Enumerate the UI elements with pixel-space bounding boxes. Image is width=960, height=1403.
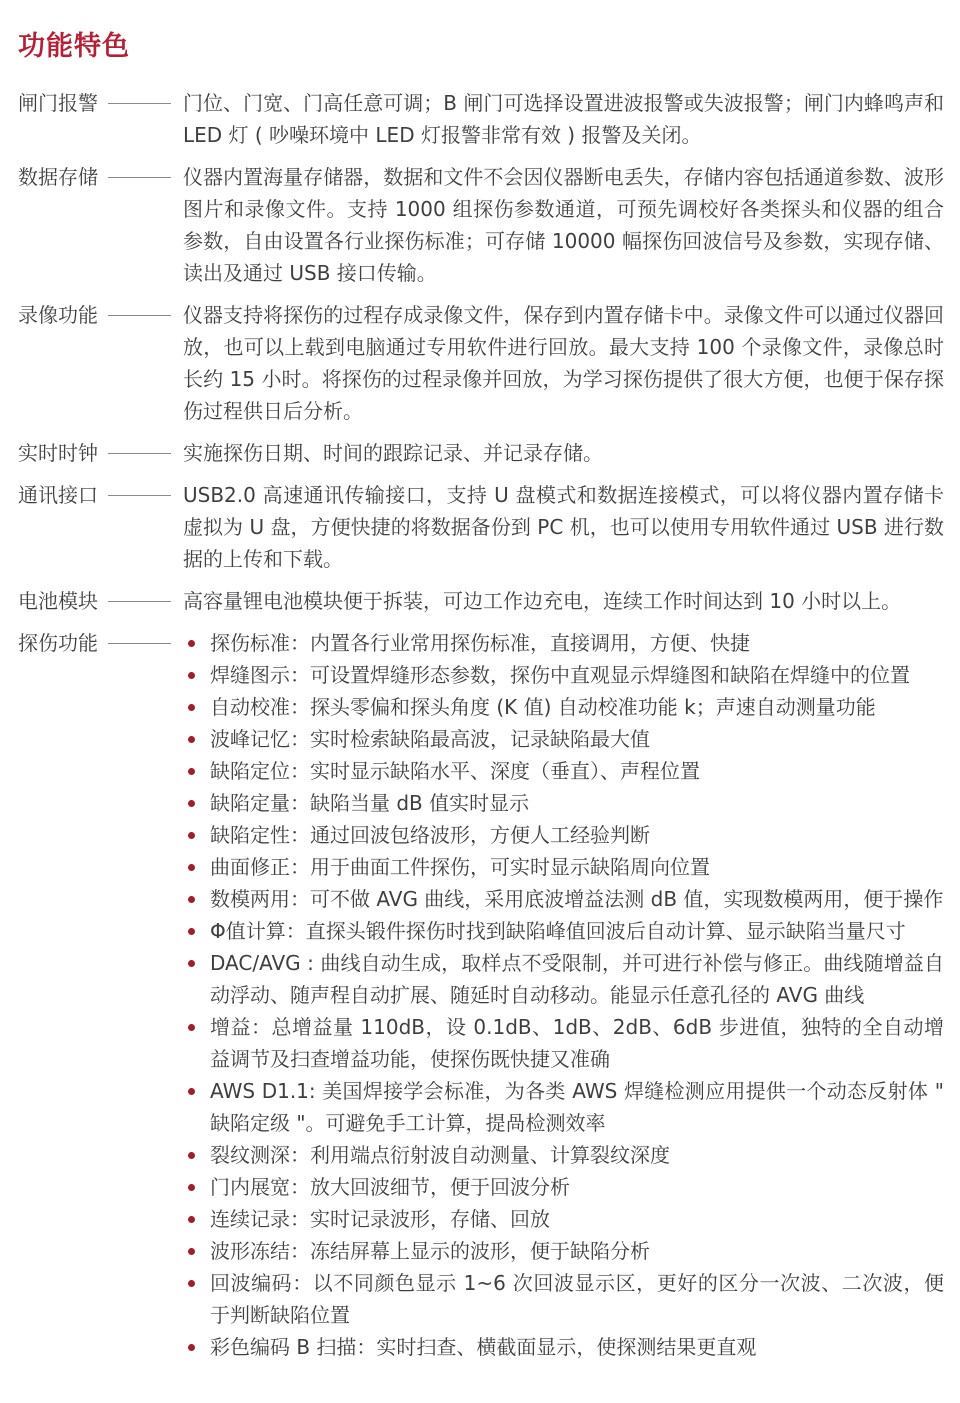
bullet-icon bbox=[188, 1280, 195, 1287]
section-label: 数据存储 bbox=[18, 165, 98, 189]
feature-section bbox=[18, 437, 944, 469]
bullet-icon bbox=[188, 832, 195, 839]
features-list bbox=[18, 87, 944, 1363]
bullet-item bbox=[183, 1139, 944, 1171]
section-dash-line bbox=[108, 103, 171, 104]
bullet-text: 缺陷定性：通过回波包络波形，方便人工经验判断 bbox=[210, 823, 650, 847]
section-dash-line bbox=[108, 495, 171, 496]
section-text: 仪器支持将探伤的过程存成录像文件，保存到内置存储卡中。录像文件可以通过仪器回放，也可以上载到电脑通过专用软件进行回放。最大支持 100 个录像文件，录像总时长约 15 小时。将探伤的过程录像并回放，为学习探伤提供了很大方便，也便于保存探伤过程供日后分析。 bbox=[183, 303, 944, 423]
section-dash-line bbox=[108, 177, 171, 178]
bullet-item bbox=[183, 755, 944, 787]
bullet-text: 探伤标准：内置各行业常用探伤标准，直接调用，方便、快捷 bbox=[210, 631, 750, 655]
bullet-text: 彩色编码 B 扫描：实时扫查、横截面显示，使探测结果更直观 bbox=[210, 1335, 757, 1359]
bullet-icon bbox=[188, 704, 195, 711]
section-label: 通讯接口 bbox=[18, 483, 98, 507]
bullet-text: 缺陷定位：实时显示缺陷水平、深度（垂直）、声程位置 bbox=[210, 759, 700, 783]
bullet-icon bbox=[188, 640, 195, 647]
section-content bbox=[183, 87, 944, 151]
bullet-icon bbox=[188, 768, 195, 775]
section-text: 实施探伤日期、时间的跟踪记录、并记录存储。 bbox=[183, 441, 603, 465]
bullet-text: 波峰记忆：实时检索缺陷最高波，记录缺陷最大值 bbox=[210, 727, 650, 751]
bullet-text: 回波编码：以不同颜色显示 1~6 次回波显示区，更好的区分一次波、二次波，便于判断缺陷位置 bbox=[210, 1271, 944, 1327]
section-text: 高容量锂电池模块便于拆装，可边工作边充电，连续工作时间达到 10 小时以上。 bbox=[183, 589, 902, 613]
bullet-icon bbox=[188, 1152, 195, 1159]
bullet-text: 焊缝图示：可设置焊缝形态参数，探伤中直观显示焊缝图和缺陷在焊缝中的位置 bbox=[210, 663, 910, 687]
bullet-item bbox=[183, 627, 944, 659]
section-text: 门位、门宽、门高任意可调；B 闸门可选择设置进波报警或失波报警；闸门内蜂鸣声和 LED 灯 ( 吵噪环境中 LED 灯报警非常有效 ) 报警及关闭。 bbox=[183, 91, 944, 147]
bullet-icon bbox=[188, 736, 195, 743]
bullet-item bbox=[183, 883, 944, 915]
bullet-item bbox=[183, 691, 944, 723]
bullet-item bbox=[183, 851, 944, 883]
bullet-text: 连续记录：实时记录波形，存储、回放 bbox=[210, 1207, 550, 1231]
section-dash-line bbox=[108, 601, 171, 602]
section-label: 闸门报警 bbox=[18, 91, 98, 115]
page-title: 功能特色 bbox=[18, 31, 130, 62]
section-text: 仪器内置海量存储器，数据和文件不会因仪器断电丢失，存储内容包括通道参数、波形图片和录像文件。支持 1000 组探伤参数通道，可预先调校好各类探头和仪器的组合参数，自由设置各行业探伤标准；可存储 10000 幅探伤回波信号及参数，实现存储、读出及通过 USB 接口传输。 bbox=[183, 165, 944, 285]
section-dash-line bbox=[108, 453, 171, 454]
bullet-item bbox=[183, 947, 944, 1011]
bullet-text: 缺陷定量：缺陷当量 dB 值实时显示 bbox=[210, 791, 530, 815]
bullet-item bbox=[183, 915, 944, 947]
bullet-text: AWS D1.1: 美国焊接学会标准，为各类 AWS 焊缝检测应用提供一个动态反射体 " 缺陷定级 "。可避免手工计算，提咼检测效率 bbox=[210, 1079, 944, 1135]
bullet-icon bbox=[188, 864, 195, 871]
feature-section bbox=[18, 585, 944, 617]
section-dash-line bbox=[108, 643, 171, 644]
bullet-text: DAC/AVG : 曲线自动生成，取样点不受限制，并可进行补偿与修正。曲线随增益自动浮动、随声程自动扩展、随延时自动移动。能显示任意孔径的 AVG 曲线 bbox=[210, 951, 944, 1007]
bullet-icon bbox=[188, 1088, 195, 1095]
bullet-icon bbox=[188, 928, 195, 935]
bullet-text: 波形冻结：冻结屏幕上显示的波形，便于缺陷分析 bbox=[210, 1239, 650, 1263]
section-label: 探伤功能 bbox=[18, 631, 98, 655]
section-content bbox=[183, 479, 944, 575]
section-content bbox=[183, 627, 944, 1363]
section-text: USB2.0 高速通讯传输接口，支持 U 盘模式和数据连接模式，可以将仪器内置存储卡虚拟为 U 盘，方便快捷的将数据备份到 PC 机，也可以使用专用软件通过 USB 进行数据的上传和下载。 bbox=[183, 483, 944, 571]
bullet-icon bbox=[188, 1184, 195, 1191]
bullet-item bbox=[183, 1331, 944, 1363]
bullet-item bbox=[183, 1235, 944, 1267]
bullet-item bbox=[183, 1171, 944, 1203]
bullet-text: 裂纹测深：利用端点衍射波自动测量、计算裂纹深度 bbox=[210, 1143, 670, 1167]
bullet-text: 自动校准：探头零偏和探头角度 (K 值) 自动校准功能 k；声速自动测量功能 bbox=[210, 695, 876, 719]
bullet-item bbox=[183, 819, 944, 851]
feature-section bbox=[18, 161, 944, 289]
section-content bbox=[183, 161, 944, 289]
bullet-icon bbox=[188, 960, 195, 967]
feature-section bbox=[18, 299, 944, 427]
feature-section bbox=[18, 87, 944, 151]
bullet-item bbox=[183, 659, 944, 691]
bullet-icon bbox=[188, 1248, 195, 1255]
feature-section bbox=[18, 627, 944, 1363]
bullet-text: 增益：总增益量 110dB，设 0.1dB、1dB、2dB、6dB 步进值，独特的全自动增益调节及扫查增益功能，使探伤既快捷又准确 bbox=[210, 1015, 944, 1071]
bullet-icon bbox=[188, 896, 195, 903]
section-content bbox=[183, 437, 944, 469]
bullet-text: 曲面修正：用于曲面工件探伤，可实时显示缺陷周向位置 bbox=[210, 855, 710, 879]
bullet-icon bbox=[188, 800, 195, 807]
section-dash-line bbox=[108, 315, 171, 316]
bullet-list bbox=[183, 627, 944, 1363]
bullet-icon bbox=[188, 1344, 195, 1351]
bullet-icon bbox=[188, 672, 195, 679]
bullet-icon bbox=[188, 1024, 195, 1031]
section-label: 录像功能 bbox=[18, 303, 98, 327]
section-content bbox=[183, 585, 944, 617]
bullet-text: 门内展宽：放大回波细节，便于回波分析 bbox=[210, 1175, 570, 1199]
bullet-item bbox=[183, 1267, 944, 1331]
bullet-text: Φ值计算：直探头锻件探伤时找到缺陷峰值回波后自动计算、显示缺陷当量尺寸 bbox=[210, 919, 906, 943]
section-label: 实时时钟 bbox=[18, 441, 98, 465]
section-content bbox=[183, 299, 944, 427]
bullet-icon bbox=[188, 1216, 195, 1223]
bullet-item bbox=[183, 1075, 944, 1139]
feature-section bbox=[18, 479, 944, 575]
bullet-item bbox=[183, 787, 944, 819]
section-label: 电池模块 bbox=[18, 589, 98, 613]
bullet-item bbox=[183, 723, 944, 755]
bullet-item bbox=[183, 1203, 944, 1235]
bullet-text: 数模两用：可不做 AVG 曲线，采用底波增益法测 dB 值，实现数模两用，便于操作 bbox=[210, 887, 944, 911]
bullet-item bbox=[183, 1011, 944, 1075]
